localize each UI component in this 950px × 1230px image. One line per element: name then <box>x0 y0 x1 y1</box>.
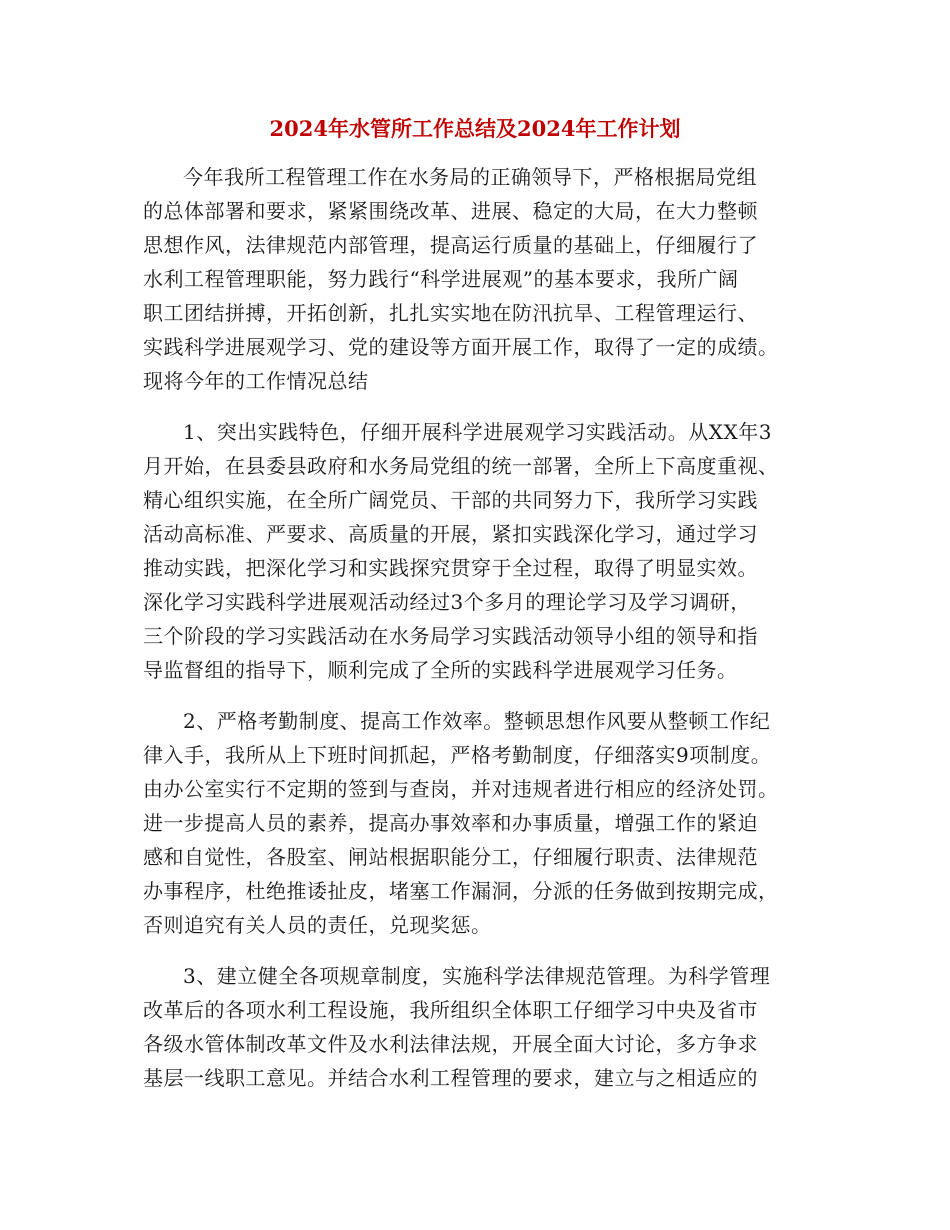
paragraph-3-line-7: 否则追究有关人员的责任，兑现奖惩。 <box>143 913 492 937</box>
paragraph-1-line-4: 水利工程管理职能，努力践行“科学进展观”的基本要求，我所广阔 <box>143 267 739 291</box>
paragraph-1-line-5: 职工团结拼搏，开拓创新，扎扎实实地在防汛抗旱、工程管理运行、 <box>143 301 758 325</box>
paragraph-2-line-5: 推动实践，把深化学习和实践探究贯穿于全过程，取得了明显实效。 <box>143 556 758 580</box>
paragraph-1-line-2: 的总体部署和要求，紧紧围绕改革、进展、稳定的大局，在大力整顿 <box>143 199 758 223</box>
paragraph-3-line-5: 感和自觉性，各股室、闸站根据职能分工，仔细履行职责、法律规范 <box>143 845 758 869</box>
paragraph-1-line-6: 实践科学进展观学习、党的建设等方面开展工作，取得了一定的成绩。 <box>143 335 779 359</box>
paragraph-2-line-3: 精心组织实施，在全所广阔党员、干部的共同努力下，我所学习实践 <box>143 488 758 512</box>
paragraph-3-line-6: 办事程序，杜绝推诿扯皮，堵塞工作漏洞，分派的任务做到按期完成， <box>143 879 779 903</box>
paragraph-3-line-4: 进一步提高人员的素养，提高办事效率和办事质量，增强工作的紧迫 <box>143 811 758 835</box>
paragraph-2-line-1: 1、突出实践特色，仔细开展科学进展观学习实践活动。从XX年3 <box>183 420 772 444</box>
paragraph-1-line-1: 今年我所工程管理工作在水务局的正确领导下，严格根据局党组 <box>183 165 757 189</box>
paragraph-1-line-7: 现将今年的工作情况总结 <box>143 369 369 393</box>
paragraph-4-line-1: 3、建立健全各项规章制度，实施科学法律规范管理。为科学管理 <box>183 964 771 988</box>
document-title: 2024年水管所工作总结及2024年工作计划 <box>269 116 681 141</box>
paragraph-2-line-2: 月开始，在县委县政府和水务局党组的统一部署，全所上下高度重视、 <box>143 454 779 478</box>
paragraph-4-line-3: 各级水管体制改革文件及水利法律法规，开展全面大讨论，多方争求 <box>143 1032 758 1056</box>
paragraph-2-line-4: 活动高标准、严要求、高质量的开展，紧扣实践深化学习，通过学习 <box>143 522 758 546</box>
paragraph-3-line-3: 由办公室实行不定期的签到与查岗，并对违规者进行相应的经济处罚。 <box>143 777 779 801</box>
paragraph-3-line-2: 律入手，我所从上下班时间抓起，严格考勤制度，仔细落实9项制度。 <box>143 743 772 767</box>
paragraph-3-line-1: 2、严格考勤制度、提高工作效率。整顿思想作风要从整顿工作纪 <box>183 709 771 733</box>
paragraph-2-line-6: 深化学习实践科学进展观活动经过3个多月的理论学习及学习调研， <box>143 590 751 614</box>
paragraph-4-line-2: 改革后的各项水利工程设施，我所组织全体职工仔细学习中央及省市 <box>143 998 758 1022</box>
paragraph-4-line-4: 基层一线职工意见。并结合水利工程管理的要求，建立与之相适应的 <box>143 1066 758 1090</box>
paragraph-2-line-8: 导监督组的指导下，顺利完成了全所的实践科学进展观学习任务。 <box>143 658 738 682</box>
paragraph-1-line-3: 思想作风，法律规范内部管理，提高运行质量的基础上，仔细履行了 <box>143 233 758 257</box>
paragraph-2-line-7: 三个阶段的学习实践活动在水务局学习实践活动领导小组的领导和指 <box>143 624 758 648</box>
